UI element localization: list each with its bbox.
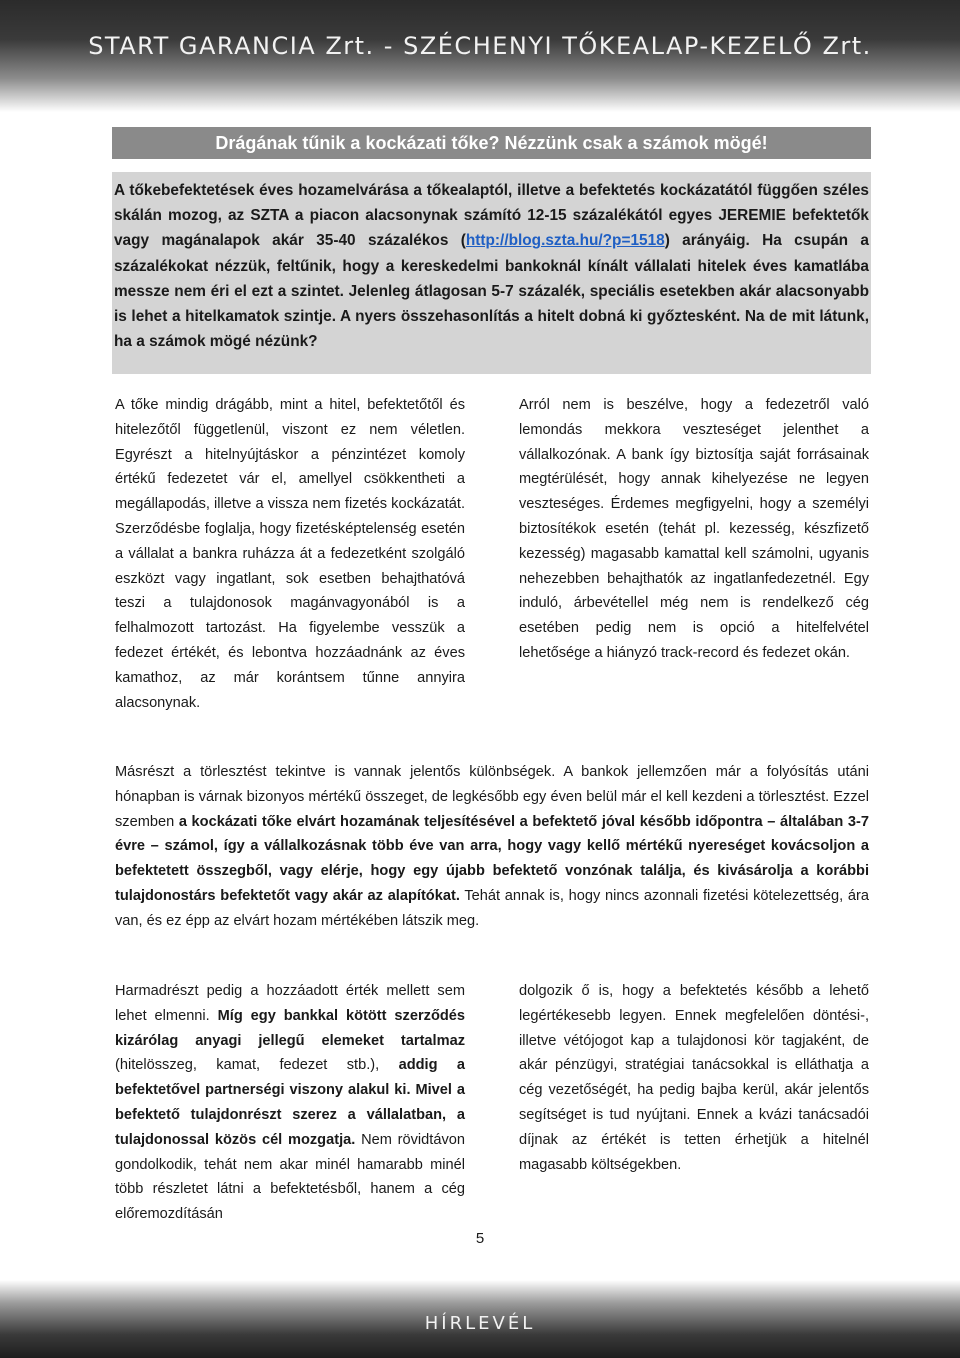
section3-text-1: Harmadrészt pedig a hozzáadott érték mellett sem lehet elmenni.: [115, 983, 465, 1024]
section2-text-end: Tehát annak is, hogy nincs azonnali fizetési kötelezettség, ára van, és ez épp az elvárt hozam mértékében látszik meg.: [115, 887, 869, 929]
intro-box: [112, 172, 871, 374]
section3-bold-2: addig a befektetővel partnerségi viszony alakul ki. Mivel a befektető tulajdonrészt szerez a vállalatban, a tulajdonossal közös cél mozgatja.: [115, 1057, 465, 1148]
section1-left-column: A tőke mindig drágább, mint a hitel, befektetőtől és hitelezőtől függetlenül, viszont ez nem véletlen. Egyrészt a hitelnyújtáskor a pénzintézet komoly értékű fedezetet vár el, amellyel csökkentheti a megállapodás, illetve a vissza nem fizetés kockázatát. Szerződésbe foglalja, hogy fizetésképtelenség esetén a vállalat a bankra ruházza át a fedezetként szolgáló eszközt vagy ingatlant, sok esetben behajthatóvá teszi a tulajdonosok magánvagyonából is a felhalmozott tartozást. Ha figyelembe vesszük a fedezet értékét, és lebontva hozzáadnánk az éves kamathoz, az már korántsem tűnne annyira alacsonynak.: [115, 397, 465, 711]
intro-text-start: A tőkebefektetések éves hozamelvárása a tőkealaptól, illetve a befektetés kockázatától függően széles skálán mozog, az SZTA a piacon alacsonynak számító 12-15 százalékától egyes JEREMIE befektetők vagy magánalapok akár 35-40 százalékos (: [114, 182, 869, 250]
section2-bold-text: a kockázati tőke elvárt hozamának teljesítésével a befektető jóval később időpontra – általában 3-7 évre – számol, így a vállalkozásnak több éve van arra, hogy vagy kellő mértékű nyereséget kovácsoljon a befektetett összegből, vagy elérje, hogy egy újabb befektető vonzónak találja, és kivásárolja a korábbi tulajdonostárs befektetőt vagy akár az alapítókat.: [115, 813, 869, 904]
header-title: START GARANCIA Zrt. - SZÉCHENYI TŐKEALAP-KEZELŐ Zrt.: [88, 32, 872, 60]
section3-text-2: (hitelösszeg, kamat, fedezet stb.),: [115, 1057, 399, 1074]
footer-title: HÍRLEVÉL: [424, 1313, 536, 1334]
article-title: Drágának tűnik a kockázati tőke? Nézzünk csak a számok mögé!: [112, 127, 871, 159]
section3-bold-1: Míg egy bankkal kötött szerződés kizárólag anyagi jellegű elemeket tartalmaz: [115, 1007, 466, 1049]
page-number: 5: [475, 1230, 485, 1247]
section2-text-start: Másrészt a törlesztést tekintve is vannak jelentős különbségek. A bankok jellemzően már a folyósítás utáni hónapban is várnak bizonyos mértékű összeget, de legkésőbb egy éven belül már el kell kezdeni a törlesztést. Ezzel szemben: [115, 764, 869, 830]
section1-right-column: Arról nem is beszélve, hogy a fedezetről való lemondás mekkora veszteséget jelenthet a vállalkozónak. A bank így biztosítja saját forrásainak megtérülését, hogy annak kihelyezése ne legyen veszteséges. Érdemes megfigyelni, hogy a személyi biztosítékok esetén (tehát pl. kezesség, készfizető kezesség) magasabb kamattal kell számolni, ugyanis nehezebben behajthatók az ingatlanfedezetnél. Egy induló, árbevétellel még nem is rendelkező cég esetében pedig nem is opció a hitelfelvétel lehetősége a hiányzó track-record és fedezet okán.: [519, 397, 869, 661]
section3-left-column: [115, 979, 465, 1227]
section2-paragraph: [115, 760, 869, 934]
section3-text-3: Nem rövidtávon gondolkodik, tehát nem akar minél hamarabb minél több részletet látni a befektetésből, hanem a cég előremozdításán: [115, 1131, 465, 1223]
section3-right-column: dolgozik ő is, hogy a befektetés később a lehető legértékesebb legyen. Ennek megfelelően döntési-, illetve vétójogot kap a tulajdonosi kör tagjaként, de akár pénzügyi, stratégiai tanácsokkal is elláthatja a cég vezetőségét, ha pedig bajba kerül, akár jelentős segítséget is tud nyújtani. Ennek a kvázi tanácsadói díjnak az értékét is tetten érhetjük a hitelnél magasabb költségekben.: [519, 983, 869, 1173]
blog-link[interactable]: http://blog.szta.hu/?p=1518: [465, 232, 665, 250]
intro-text-end: ) arányáig. Ha csupán a százalékokat nézzük, feltűnik, hogy a kereskedelmi bankoknál kínált vállalati hitelek éves kamatlába messze nem éri el ezt a szintet. Jelenleg átlagosan 5-7 százalék, speciális esetekben akár alacsonyabb is lehet a hitelkamatok szintje. A nyers összehasonlítás a hitelt dobná ki győztesként. Na de mit látunk, ha a számok mögé nézünk?: [114, 232, 869, 351]
